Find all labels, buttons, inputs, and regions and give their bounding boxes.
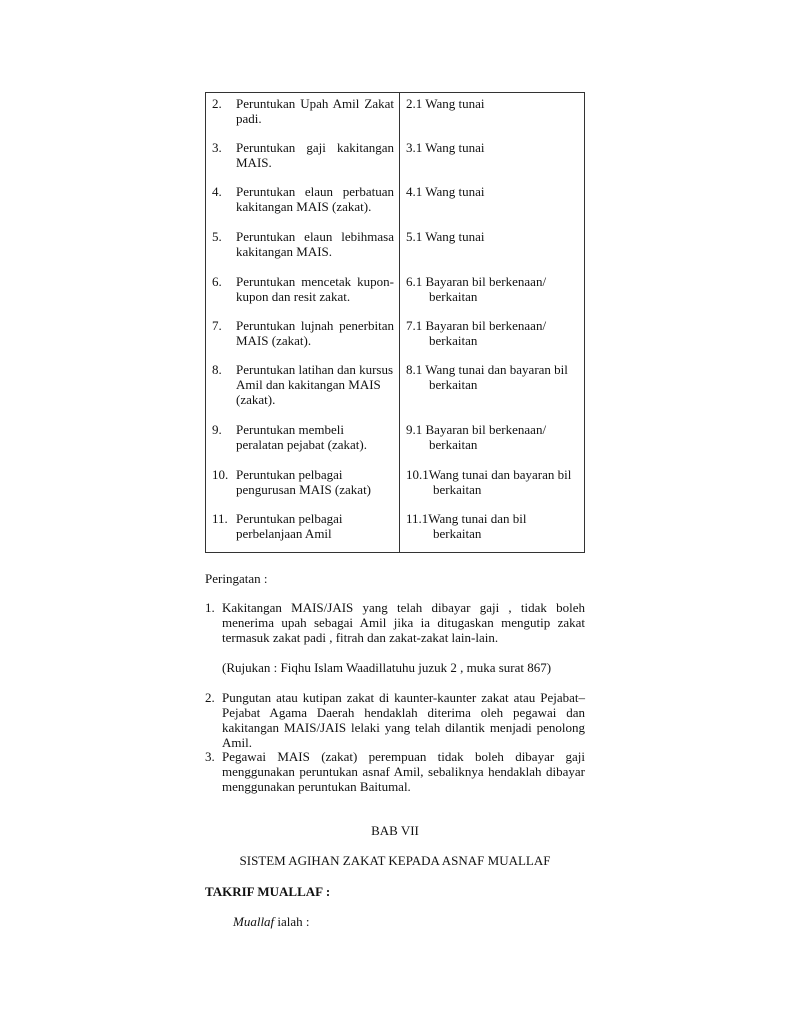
row-description: Peruntukan membeli peralatan pejabat (zakat). xyxy=(236,422,367,452)
payment-continuation: berkaitan xyxy=(433,482,482,497)
row-number: 10. xyxy=(212,467,229,482)
row-description: Peruntukan elaun perbatuan kakitangan MAIS (zakat). xyxy=(236,184,394,214)
definition-line xyxy=(233,914,310,930)
row-payment xyxy=(406,422,584,452)
payment-main: 9.1 Bayaran bil berkenaan/ xyxy=(406,422,547,437)
row-payment xyxy=(406,140,584,155)
payment-continuation: berkaitan xyxy=(429,437,478,452)
payment-main: 11.1Wang tunai dan bil xyxy=(406,511,527,526)
row-description: Peruntukan latihan dan kursus Amil dan kakitangan MAIS (zakat). xyxy=(236,362,394,407)
section-heading: TAKRIF MUALLAF : xyxy=(205,884,331,899)
row-number: 8. xyxy=(212,362,222,377)
note-text: Pegawai MAIS (zakat) perempuan tidak boleh dibayar gaji menggunakan peruntukan asnaf Amil, sebaliknya hendaklah dibayar menggunakan peruntukan Baitumal. xyxy=(222,749,585,794)
row-number: 5. xyxy=(212,229,222,244)
row-payment xyxy=(406,229,584,244)
row-number: 7. xyxy=(212,318,222,333)
row-description: Peruntukan lujnah penerbitan MAIS (zakat). xyxy=(236,318,394,348)
definition-suffix: ialah : xyxy=(274,914,310,929)
row-payment xyxy=(406,274,584,304)
chapter-number: BAB VII xyxy=(371,823,419,838)
row-payment xyxy=(406,96,584,111)
payment-main: 3.1 Wang tunai xyxy=(406,140,485,155)
payment-continuation: berkaitan xyxy=(429,377,478,392)
note-item xyxy=(205,749,585,794)
payment-main: 4.1 Wang tunai xyxy=(406,184,485,199)
note-item xyxy=(205,690,585,750)
payment-continuation: berkaitan xyxy=(433,526,482,541)
row-number: 4. xyxy=(212,184,222,199)
row-description: Peruntukan pelbagai pengurusan MAIS (zakat) xyxy=(236,467,372,497)
note-text: Kakitangan MAIS/JAIS yang telah dibayar gaji , tidak boleh menerima upah sebagai Amil jika ia ditugaskan mengutip zakat termasuk zakat padi , fitrah dan zakat-zakat lain-lain. xyxy=(222,600,585,645)
payment-main: 7.1 Bayaran bil berkenaan/ xyxy=(406,318,547,333)
note-item xyxy=(205,600,585,645)
payment-continuation: berkaitan xyxy=(429,333,478,348)
row-payment xyxy=(406,467,584,497)
muallaf-term: Muallaf xyxy=(233,914,275,929)
chapter-title: SISTEM AGIHAN ZAKAT KEPADA ASNAF MUALLAF xyxy=(239,853,551,868)
payment-continuation: berkaitan xyxy=(429,289,478,304)
row-payment xyxy=(406,511,584,541)
row-payment xyxy=(406,362,584,392)
row-number: 9. xyxy=(212,422,222,437)
allocation-table xyxy=(205,92,585,553)
note-number: 3. xyxy=(205,749,215,764)
note-text: Pungutan atau kutipan zakat di kaunter-kaunter zakat atau Pejabat–Pejabat Agama Daerah hendaklah diterima oleh pegawai dan kakitangan MAIS/JAIS lelaki yang telah dilantik menjadi penolong Amil. xyxy=(222,690,585,750)
row-number: 11. xyxy=(212,511,228,526)
payment-main: 8.1 Wang tunai dan bayaran bil xyxy=(406,362,568,377)
row-payment xyxy=(406,318,584,348)
row-description: Peruntukan gaji kakitangan MAIS. xyxy=(236,140,394,170)
table-column-divider xyxy=(399,93,400,552)
peringatan-heading: Peringatan : xyxy=(205,571,268,586)
reference-note: (Rujukan : Fiqhu Islam Waadillatuhu juzuk 2 , muka surat 867) xyxy=(222,660,552,675)
payment-main: 5.1 Wang tunai xyxy=(406,229,485,244)
row-number: 2. xyxy=(212,96,222,111)
row-number: 3. xyxy=(212,140,222,155)
row-description: Peruntukan pelbagai perbelanjaan Amil xyxy=(236,511,343,541)
row-description: Peruntukan Upah Amil Zakat padi. xyxy=(236,96,394,126)
row-payment xyxy=(406,184,584,199)
note-number: 1. xyxy=(205,600,215,615)
note-number: 2. xyxy=(205,690,215,705)
row-description: Peruntukan elaun lebihmasa kakitangan MAIS. xyxy=(236,229,394,259)
row-description: Peruntukan mencetak kupon-kupon dan resit zakat. xyxy=(236,274,394,304)
payment-main: 10.1Wang tunai dan bayaran bil xyxy=(406,467,572,482)
row-number: 6. xyxy=(212,274,222,289)
payment-main: 2.1 Wang tunai xyxy=(406,96,485,111)
payment-main: 6.1 Bayaran bil berkenaan/ xyxy=(406,274,547,289)
